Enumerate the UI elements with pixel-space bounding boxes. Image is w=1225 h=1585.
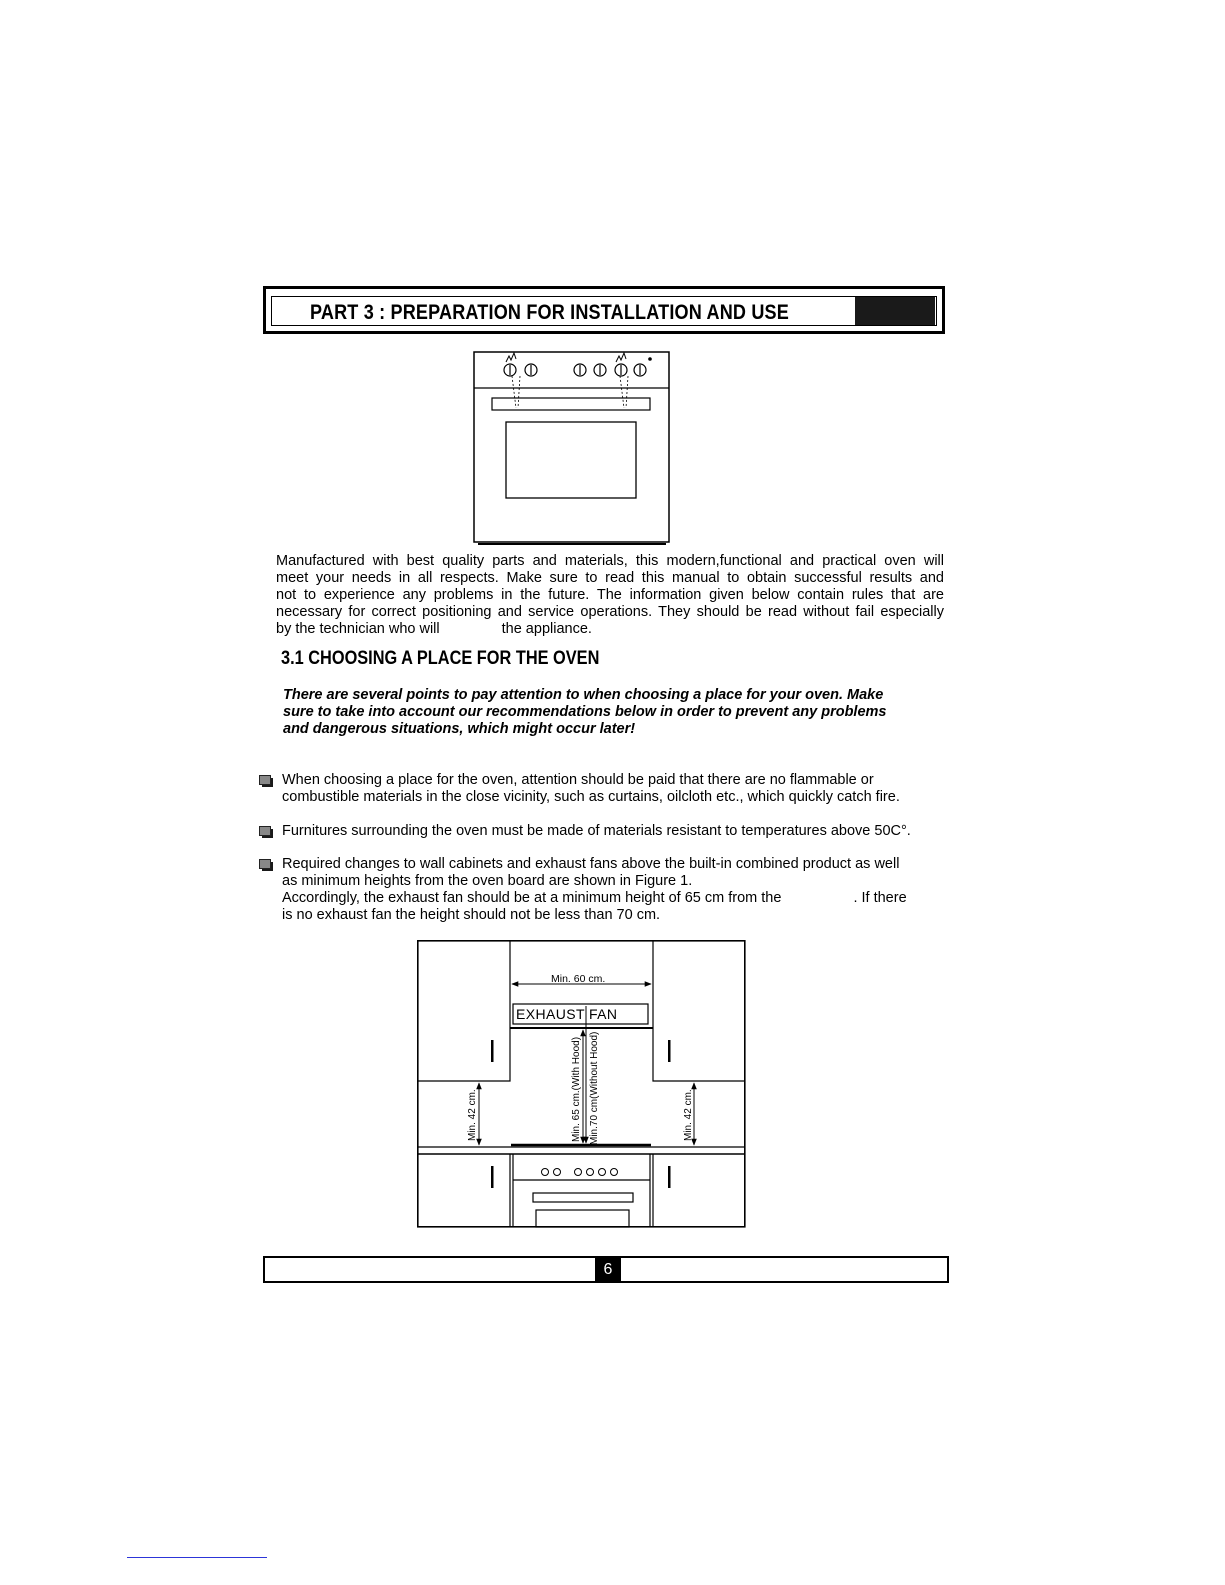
oven-knobs	[542, 1169, 618, 1176]
intro-line: not to experience any problems in the future. The information given below contain rules that are	[276, 587, 944, 603]
section-header-title: PART 3 : PREPARATION FOR INSTALLATION AND USE	[310, 301, 789, 324]
note-bullet-icon	[259, 859, 274, 872]
oven-window	[506, 422, 636, 498]
bullet-line: Required changes to wall cabinets and exhaust fans above the built-in combined product as well	[282, 856, 900, 872]
bullet-line: is no exhaust fan the height should not be less than 70 cm.	[282, 907, 661, 923]
page-footer	[263, 1256, 949, 1283]
page-number: 6	[595, 1256, 621, 1283]
section-title: 3.1 CHOOSING A PLACE FOR THE OVEN	[281, 648, 600, 669]
oven-illustration	[472, 350, 672, 546]
width-label: Min. 60 cm.	[551, 973, 606, 985]
bullet-line: combustible materials in the close vicinity, such as curtains, oilcloth etc., which quickly catch fire.	[282, 789, 900, 805]
upper-left-cabinet	[418, 941, 510, 1081]
intro-line: Manufactured with best quality parts and materials, this modern,functional and practical oven will	[276, 553, 944, 569]
flame-icon	[506, 353, 626, 362]
installation-diagram	[417, 940, 747, 1230]
note-bullet-icon	[259, 826, 274, 839]
intro-last-start: by the technician who will	[276, 621, 440, 637]
bullet-item	[282, 856, 907, 924]
bullet-cont-end: . If there	[853, 890, 907, 906]
notice-line: sure to take into account our recommendations below in order to prevent any problems	[283, 704, 887, 720]
no-hood-height-label: Min.70 cm(Without Hood)	[589, 1031, 600, 1145]
oven-body	[474, 352, 669, 542]
intro-line-last	[276, 621, 944, 638]
bullet-cont-start: Accordingly, the exhaust fan should be at a minimum height of 65 cm from the	[282, 890, 782, 906]
intro-paragraph	[276, 553, 944, 638]
bullet-line: Furnitures surrounding the oven must be made of materials resistant to temperatures above 50C°.	[282, 823, 911, 839]
oven-door	[536, 1210, 629, 1227]
upper-right-cabinet	[653, 941, 745, 1081]
notice-line: and dangerous situations, which might occur later!	[283, 721, 636, 737]
exhaust-fan-label: EXHAUST FAN	[516, 1006, 618, 1022]
section-header-inner	[271, 296, 937, 326]
link-underline	[127, 1557, 267, 1558]
intro-line: meet your needs in all respects. Make sure to read this manual to obtain successful results and	[276, 570, 944, 586]
bullet-line	[282, 890, 907, 907]
knob-leader-lines	[512, 376, 628, 408]
oven-handle	[533, 1193, 633, 1202]
section-header-block	[855, 297, 935, 325]
bullet-item	[282, 772, 900, 806]
notice-paragraph	[283, 687, 938, 738]
note-bullet-icon	[259, 775, 274, 788]
intro-last-end: the appliance.	[501, 621, 592, 637]
bullet-item	[282, 823, 911, 840]
notice-line: There are several points to pay attention to when choosing a place for your oven. Make	[283, 687, 884, 703]
oven-knobs	[504, 364, 646, 376]
section-header	[263, 286, 945, 334]
indicator-dot	[648, 357, 652, 361]
bullet-line: When choosing a place for the oven, attention should be paid that there are no flammable or	[282, 772, 874, 788]
intro-line: necessary for correct positioning and service operations. They should be read without fail especially	[276, 604, 944, 620]
hood-height-label: Min. 65 cm.(With Hood)	[571, 1036, 582, 1142]
bullet-line: as minimum heights from the oven board are shown in Figure 1.	[282, 873, 693, 889]
right-height-label: Min. 42 cm.	[683, 1089, 694, 1141]
left-height-label: Min. 42 cm.	[467, 1089, 478, 1141]
